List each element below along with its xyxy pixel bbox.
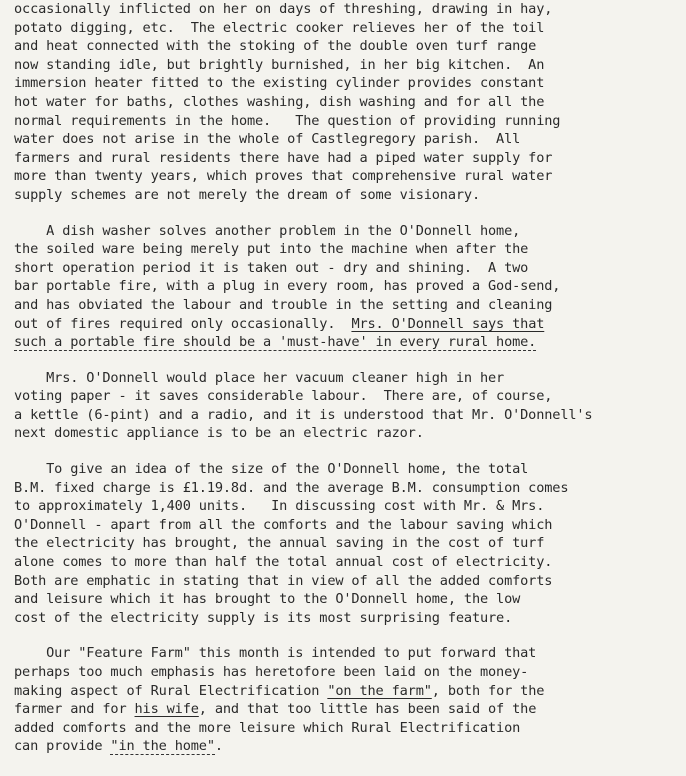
text-line: potato digging, etc. The electric cooker relieves her of the toil bbox=[14, 19, 545, 36]
text-line: water does not arise in the whole of Castlegregory parish. All bbox=[14, 131, 521, 148]
paragraph-5 bbox=[14, 644, 686, 756]
paragraph-3 bbox=[14, 369, 686, 443]
text-line: hot water for baths, clothes washing, dish washing and for all the bbox=[14, 93, 545, 110]
text-line: immersion heater fitted to the existing cylinder provides constant bbox=[14, 75, 545, 92]
text-line: O'Donnell - apart from all the comforts and the labour saving which bbox=[14, 516, 553, 533]
text-line: to approximately 1,400 units. In discussing cost with Mr. & Mrs. bbox=[14, 498, 545, 515]
text-line: the electricity has brought, the annual saving in the cost of turf bbox=[14, 535, 545, 552]
text-line: Both are emphatic in stating that in view of all the added comforts bbox=[14, 572, 553, 589]
text-line: a kettle (6-pint) and a radio, and it is understood that Mr. O'Donnell's bbox=[14, 406, 593, 423]
text-span: making aspect of Rural Electrification bbox=[14, 682, 328, 699]
text-line bbox=[14, 682, 686, 701]
underlined-text: "on the farm" bbox=[327, 682, 432, 699]
text-span: , and that too little has been said of the bbox=[198, 701, 537, 718]
text-line: more than twenty years, which proves that comprehensive rural water bbox=[14, 168, 553, 185]
text-line: and has obviated the labour and trouble in the setting and cleaning bbox=[14, 296, 553, 313]
text-span: , both for the bbox=[431, 682, 545, 699]
text-line: occasionally inflicted on her on days of threshing, drawing in hay, bbox=[14, 1, 553, 17]
text-line bbox=[14, 333, 686, 352]
text-line: perhaps too much emphasis has heretofore been laid on the money- bbox=[14, 664, 529, 680]
text-line: voting paper - it saves considerable labour. There are, of course, bbox=[14, 388, 553, 405]
text-line: normal requirements in the home. The question of providing running bbox=[14, 112, 561, 129]
paragraph-2 bbox=[14, 222, 686, 352]
underlined-text: his wife bbox=[134, 701, 199, 718]
text-line: and heat connected with the stoking of the double oven turf range bbox=[14, 38, 537, 55]
text-span: can provide bbox=[14, 738, 111, 755]
text-line: now standing idle, but brightly burnished, in her big kitchen. An bbox=[14, 56, 545, 73]
text-line bbox=[14, 315, 686, 334]
text-line: A dish washer solves another problem in the O'Donnell home, bbox=[14, 222, 521, 239]
text-line: bar portable fire, with a plug in every room, has proved a God-send, bbox=[14, 278, 561, 295]
text-line bbox=[14, 737, 686, 756]
text-span: out of fires required only occasionally. bbox=[14, 315, 352, 332]
paragraph-1 bbox=[14, 0, 686, 205]
text-line: Mrs. O'Donnell would place her vacuum cleaner high in her bbox=[14, 369, 505, 386]
text-span: . bbox=[214, 738, 223, 755]
text-span: farmer and for bbox=[14, 701, 135, 718]
text-line: short operation period it is taken out - dry and shining. A two bbox=[14, 259, 529, 276]
text-line: and leisure which it has brought to the O'Donnell home, the low bbox=[14, 591, 521, 608]
text-line bbox=[14, 700, 686, 719]
underlined-text: "in the home" bbox=[110, 738, 215, 755]
paragraph-4 bbox=[14, 460, 686, 627]
underlined-text: Mrs. O'Donnell says that bbox=[351, 315, 545, 332]
text-line: supply schemes are not merely the dream of some visionary. bbox=[14, 186, 480, 203]
text-line: the soiled ware being merely put into the machine when after the bbox=[14, 241, 529, 258]
text-line: added comforts and the more leisure which Rural Electrification bbox=[14, 719, 521, 736]
text-line: cost of the electricity supply is its most surprising feature. bbox=[14, 609, 513, 626]
text-line: farmers and rural residents there have had a piped water supply for bbox=[14, 149, 553, 166]
text-line: B.M. fixed charge is £1.19.8d. and the average B.M. consumption comes bbox=[14, 479, 569, 496]
underlined-text: such a portable fire should be a 'must-have' in every rural home. bbox=[14, 334, 537, 351]
text-line: To give an idea of the size of the O'Donnell home, the total bbox=[14, 461, 529, 478]
text-line: alone comes to more than half the total annual cost of electricity. bbox=[14, 554, 553, 571]
text-line: next domestic appliance is to be an electric razor. bbox=[14, 425, 424, 442]
text-line: Our "Feature Farm" this month is intended to put forward that bbox=[14, 645, 537, 662]
